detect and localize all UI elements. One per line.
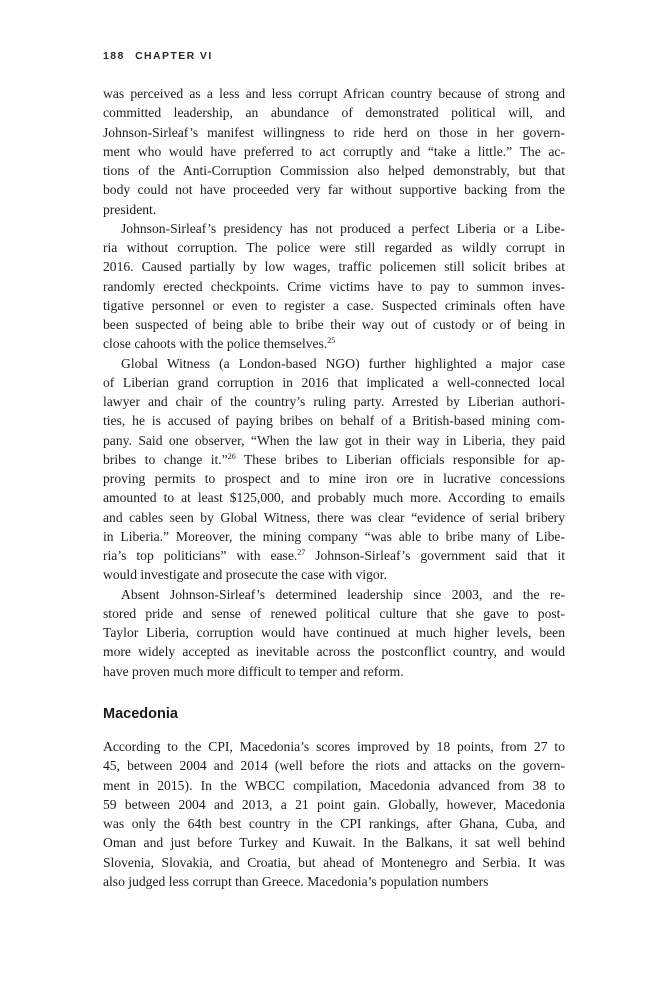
text-segment: stored pride and sense of renewed political culture that she gave to post- — [103, 605, 565, 621]
text-segment: tions of the Anti-Corruption Commission also helped demonstrably, but that — [103, 163, 565, 178]
text-segment: amounted to at least $125,000, and probably much more. According to emails — [103, 490, 565, 506]
text-segment: lawyer and chair of the country’s ruling party. Arrested by Liberian authori- — [103, 394, 565, 409]
text-segment: Global Witness (a London-based NGO) further highlighted a major case — [121, 355, 565, 371]
text-line — [103, 546, 565, 565]
text-segment: Oman and just before Turkey and Kuwait. In the Balkans, it sat well behind — [103, 835, 565, 851]
text-segment: would investigate and prosecute the case with vigor. — [103, 567, 387, 583]
text-segment: ria without corruption. The police were still regarded as wildly corrupt in — [103, 240, 565, 255]
text-segment: was only the 64th best country in the CPI rankings, after Ghana, Cuba, and — [103, 816, 565, 831]
text-segment: 2016. Caused partially by low wages, traffic policemen still solicit bribes at — [103, 259, 565, 275]
text-line — [103, 123, 565, 142]
text-segment: randomly erected checkpoints. Crime victims have to pay to summon inves- — [103, 278, 565, 294]
text-segment: Absent Johnson-Sirleaf’s determined leadership since 2003, and the re- — [121, 586, 565, 602]
text-segment: These bribes to Liberian officials responsible for ap- — [235, 451, 566, 467]
text-line — [103, 84, 565, 103]
text-segment: and cables seen by Global Witness, there was clear “evidence of serial bribery — [103, 509, 565, 525]
footnote-marker: 26 — [227, 451, 236, 461]
text-line — [103, 161, 565, 180]
section-heading: Macedonia — [103, 706, 178, 722]
text-segment: in Liberia.” Moreover, the mining company “was able to bribe many of Libe- — [103, 528, 565, 544]
text-line — [103, 565, 565, 584]
text-segment: ment in 2015). In the WBCC compilation, Macedonia advanced from 38 to — [103, 777, 565, 793]
text-line — [103, 508, 565, 527]
text-line — [103, 585, 565, 604]
text-line — [103, 623, 565, 642]
text-segment: Johnson-Sirleaf’s manifest willingness to ride herd on those in her govern- — [103, 124, 565, 140]
text-line — [103, 142, 565, 161]
text-line — [103, 604, 565, 623]
text-line — [103, 431, 565, 450]
paragraph — [103, 737, 565, 891]
text-line — [103, 392, 565, 411]
text-segment: body could not have proceeded very far without supportive backing from the — [103, 182, 565, 198]
text-segment: pany. Said one observer, “When the law got in their way in Liberia, they paid — [103, 432, 565, 448]
text-line — [103, 180, 565, 199]
text-line — [103, 642, 565, 661]
paragraph — [103, 354, 565, 585]
footnote-marker: 27 — [297, 548, 306, 557]
text-segment: bribes to change it.” — [103, 451, 228, 467]
text-line — [103, 277, 565, 296]
text-line — [103, 469, 565, 488]
text-segment: ties, he is accused of paying bribes on behalf of a British-based mining com- — [103, 413, 565, 429]
text-line — [103, 315, 565, 334]
paragraph — [103, 219, 565, 354]
paragraph — [103, 585, 565, 681]
text-line — [103, 662, 565, 681]
text-line — [103, 833, 565, 852]
text-line — [103, 296, 565, 315]
text-segment: committed leadership, an abundance of demonstrated political will, and — [103, 105, 565, 121]
text-segment: ment who would have preferred to act corruptly and “take a little.” The ac- — [103, 143, 565, 159]
text-line — [103, 872, 565, 891]
text-segment: tigative personnel or even to register a case. Suspected criminals often have — [103, 297, 565, 313]
text-segment: Taylor Liberia, corruption would have continued at much higher levels, been — [103, 625, 565, 640]
text-segment: have proven much more difficult to temper and reform. — [103, 663, 404, 679]
text-segment: Johnson-Sirleaf’s presidency has not produced a perfect Liberia or a Libe- — [121, 220, 565, 236]
section-text — [103, 737, 565, 891]
text-line — [103, 527, 565, 546]
text-segment: president. — [103, 201, 157, 217]
text-line — [103, 334, 565, 353]
text-line — [103, 488, 565, 507]
text-line — [103, 737, 565, 756]
text-line — [103, 853, 565, 872]
text-line — [103, 219, 565, 238]
text-line — [103, 257, 565, 276]
text-segment: been suspected of being able to bribe their way out of custody or of being in — [103, 317, 565, 332]
text-line — [103, 756, 565, 775]
text-segment: was perceived as a less and less corrupt African country because of strong and — [103, 86, 565, 101]
text-segment: According to the CPI, Macedonia’s scores improved by 18 points, from 27 to — [103, 739, 565, 754]
text-segment: 59 between 2004 and 2013, a 21 point gain. Globally, however, Macedonia — [103, 796, 565, 812]
text-line — [103, 776, 565, 795]
chapter-label: CHAPTER VI — [135, 50, 213, 62]
text-segment: Johnson-Sirleaf’s government said that it — [305, 548, 565, 563]
body-text — [103, 84, 565, 681]
text-line — [103, 354, 565, 373]
text-segment: close cahoots with the police themselves. — [103, 336, 328, 352]
text-line — [103, 373, 565, 392]
text-segment: more widely accepted as inevitable across the postconflict country, and would — [103, 644, 565, 660]
text-segment: 45, between 2004 and 2014 (well before the riots and attacks on the govern- — [103, 758, 565, 774]
running-head — [103, 50, 213, 62]
text-segment: Slovenia, Slovakia, and Croatia, but ahead of Montenegro and Serbia. It was — [103, 854, 565, 870]
footnote-marker: 25 — [327, 336, 336, 346]
text-segment: proving permits to prospect and to mine iron ore in lucrative concessions — [103, 471, 565, 486]
text-segment: of Liberian grand corruption in 2016 that implicated a well-connected local — [103, 374, 565, 390]
text-line — [103, 795, 565, 814]
text-segment: also judged less corrupt than Greece. Macedonia’s population numbers — [103, 873, 489, 889]
text-line — [103, 103, 565, 122]
text-line — [103, 238, 565, 257]
text-segment: ria’s top politicians” with ease. — [103, 548, 298, 563]
text-line — [103, 411, 565, 430]
text-line — [103, 200, 565, 219]
paragraph — [103, 84, 565, 219]
text-line — [103, 450, 565, 469]
page-number: 188 — [103, 50, 125, 62]
text-line — [103, 814, 565, 833]
